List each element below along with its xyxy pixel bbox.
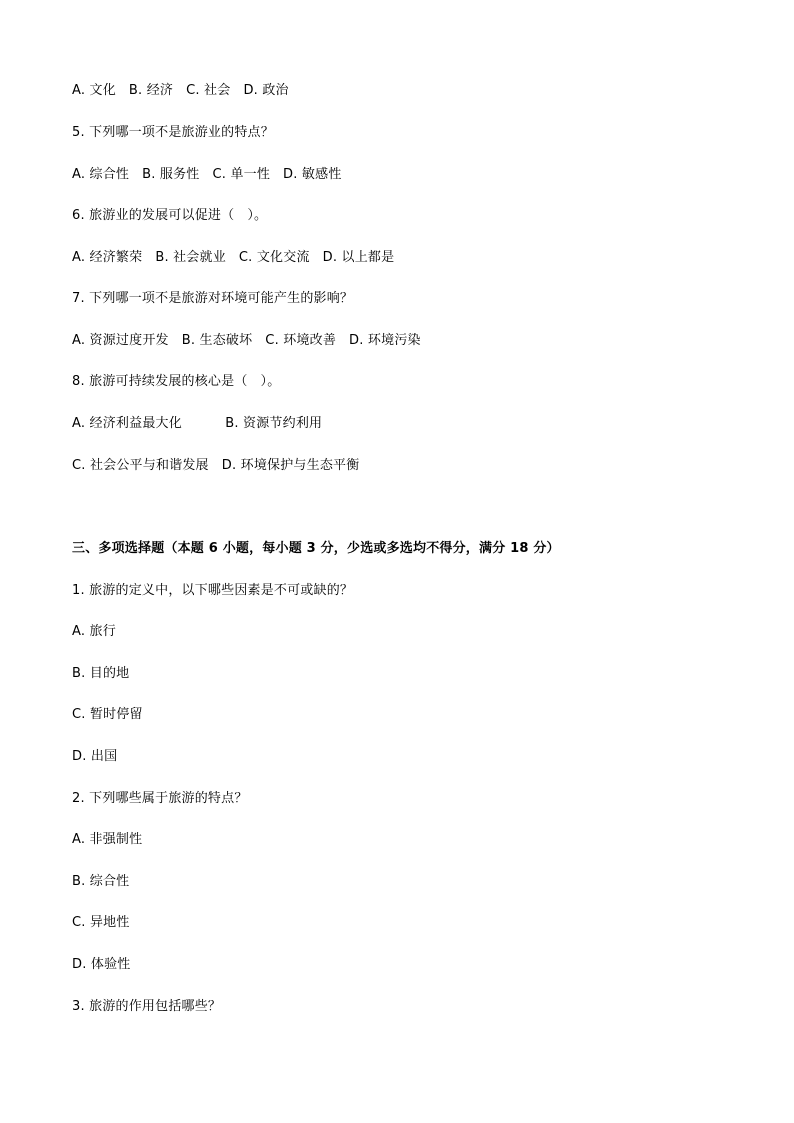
mc-question-3: 3. 旅游的作用包括哪些？ [72, 999, 222, 1014]
question-5: 5. 下列哪一项不是旅游业的特点？ [72, 125, 274, 140]
mc-q1-option-a: A. 旅行 [72, 624, 116, 639]
question-7: 7. 下列哪一项不是旅游对环境可能产生的影响？ [72, 291, 354, 306]
mc-q2-option-b: B. 综合性 [72, 874, 130, 889]
q8-options-ab: A. 经济利益最大化 B. 资源节约利用 [72, 416, 323, 431]
mc-q2-option-c: C. 异地性 [72, 915, 130, 930]
q7-options: A. 资源过度开发 B. 生态破坏 C. 环境改善 D. 环境污染 [72, 333, 421, 348]
mc-q1-option-c: C. 暂时停留 [72, 707, 143, 722]
mc-q2-option-d: D. 体验性 [72, 957, 131, 972]
question-6: 6. 旅游业的发展可以促进（ ）。 [72, 208, 268, 223]
q6-options: A. 经济繁荣 B. 社会就业 C. 文化交流 D. 以上都是 [72, 250, 395, 265]
mc-q2-option-a: A. 非强制性 [72, 832, 143, 847]
q4-options: A. 文化 B. 经济 C. 社会 D. 政治 [72, 83, 289, 98]
section-heading-multiple-choice: 三、多项选择题（本题 6 小题，每小题 3 分，少选或多选均不得分，满分 18 分） [72, 541, 560, 556]
mc-q1-option-b: B. 目的地 [72, 666, 130, 681]
mc-question-2: 2. 下列哪些属于旅游的特点？ [72, 791, 248, 806]
q8-options-cd: C. 社会公平与和谐发展 D. 环境保护与生态平衡 [72, 458, 360, 473]
mc-q1-option-d: D. 出国 [72, 749, 118, 764]
mc-question-1: 1. 旅游的定义中，以下哪些因素是不可或缺的？ [72, 583, 354, 598]
question-8: 8. 旅游可持续发展的核心是（ ）。 [72, 374, 281, 389]
q5-options: A. 综合性 B. 服务性 C. 单一性 D. 敏感性 [72, 167, 342, 182]
